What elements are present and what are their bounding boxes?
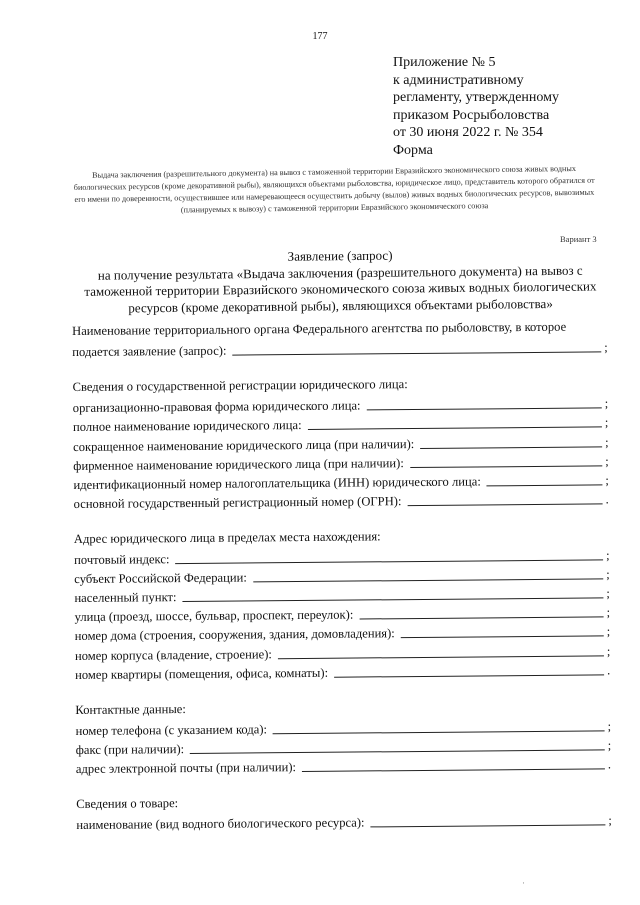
registration-fields	[73, 393, 614, 512]
page-number: 177	[312, 31, 328, 42]
title-line: ресурсов (кроме декоративной рыбы), являющихся объектами рыболовства»	[128, 295, 553, 315]
address-fields	[74, 544, 615, 682]
appendix-block	[393, 54, 559, 159]
field-blank-line[interactable]	[401, 635, 604, 639]
field-end: ;	[607, 719, 612, 734]
field-blank-line[interactable]	[302, 767, 605, 772]
field-end: ;	[605, 453, 609, 469]
field-label: полное наименование юридического лица:	[72, 418, 302, 435]
field-end: ;	[606, 605, 611, 620]
field-blank-line[interactable]	[410, 464, 602, 468]
field-blank-line[interactable]	[367, 407, 602, 411]
scan-mark: ·	[522, 878, 525, 888]
field-label: номер корпуса (владение, строение):	[74, 646, 272, 663]
appendix-line: к административному	[393, 72, 524, 88]
field-label: номер телефона (с указанием кода):	[75, 722, 268, 738]
contacts-fields	[75, 715, 615, 777]
field-label: населенный пункт:	[74, 590, 177, 606]
field-end: ;	[608, 813, 612, 828]
field-end: ;	[606, 643, 611, 658]
goods-heading: Сведения о товаре:	[76, 796, 179, 811]
form-title	[70, 245, 611, 317]
field-label: сокращенное наименование юридического лица (при наличии):	[73, 436, 415, 454]
field-label: основной государственный регистрационный номер (ОГРН):	[73, 493, 402, 511]
field-label: адрес электронной почты (при наличии):	[75, 760, 297, 776]
field-end: ;	[606, 586, 610, 601]
field-end: ;	[604, 340, 608, 355]
appendix-line: Приложение № 5	[393, 55, 496, 70]
field-blank-line[interactable]	[232, 351, 601, 356]
field-label: номер дома (строения, сооружения, здания, домовладения):	[74, 626, 395, 644]
service-description-note: Выдача заключения (разрешительного документа) на вывоз с таможенной территории Евразийского экономического союза живых водных биологических ресурсов (кроме декоративной рыбы), являющихся объектами рыболовства, юридическое лицо, представитель которого обратился от его имени по доверенности, осуществившее или намеревающееся осуществить добычу (вылов) живых водных биологических ресурсов, вывозимых (планируемых к вывозу) с таможенной территории Евразийского экономического союза	[73, 163, 595, 215]
field-end: ;	[604, 396, 609, 411]
title-line: таможенной территории Евразийского экономического союза живых водных биологических	[84, 278, 597, 299]
field-label: организационно-правовая форма юридического лица:	[72, 398, 361, 416]
variant-label: Вариант 3	[560, 234, 597, 244]
appendix-line: приказом Росрыболовства	[393, 107, 550, 123]
field-end: ;	[607, 738, 612, 753]
field-end: ;	[605, 473, 609, 488]
field-end: .	[606, 662, 611, 677]
field-label: фирменное наименование юридического лица (при наличии):	[73, 455, 404, 473]
field-blank-line[interactable]	[487, 483, 603, 486]
title-line: на получение результата «Выдача заключения (разрешительного документа) на вывоз с	[97, 262, 583, 283]
field-end: ;	[604, 415, 609, 430]
field-end: .	[607, 757, 612, 772]
field-blank-line[interactable]	[407, 502, 602, 506]
appendix-line: регламенту, утвержденному	[393, 90, 559, 105]
registration-heading: Сведения о государственной регистрации юридического лица:	[72, 377, 408, 395]
contacts-heading: Контактные данные:	[75, 701, 186, 717]
field-label: наименование (вид водного биологического ресурса):	[76, 815, 365, 833]
title-line: Заявление (запрос)	[287, 247, 393, 264]
field-blank-line[interactable]	[359, 616, 603, 620]
field-blank-line[interactable]	[334, 673, 604, 677]
address-heading: Адрес юридического лица в пределах места нахождения:	[73, 529, 381, 546]
field-end: ;	[606, 624, 611, 639]
field-blank-line[interactable]	[308, 426, 602, 431]
field-blank-line[interactable]	[420, 445, 602, 449]
field-label: субъект Российской Федерации:	[74, 570, 247, 587]
field-blank-line[interactable]	[278, 654, 604, 659]
field-label: подается заявление (запрос):	[72, 343, 227, 360]
field-blank-line[interactable]	[371, 824, 606, 828]
field-end: ;	[605, 548, 610, 563]
appendix-line: Форма	[393, 142, 433, 158]
appendix-line: от 30 июня 2022 г. № 354	[393, 125, 543, 140]
field-blank-line[interactable]	[253, 577, 603, 582]
application-form	[72, 317, 616, 833]
field-end: ;	[605, 434, 609, 449]
field-end: ;	[606, 567, 610, 582]
field-label: идентификационный номер налогоплательщика (ИНН) юридического лица:	[73, 474, 481, 492]
field-label: факс (при наличии):	[75, 741, 185, 757]
field-label: улица (проезд, шоссе, бульвар, проспект, переулок):	[74, 607, 354, 625]
org-label-line1: Наименование территориального органа Федерального агентства по рыболовству, в которое	[72, 319, 567, 338]
field-blank-line[interactable]	[273, 729, 605, 734]
field-label: почтовый индекс:	[74, 552, 170, 568]
field-end: .	[605, 492, 609, 507]
field-label: номер квартиры (помещения, офиса, комнаты):	[75, 665, 329, 682]
